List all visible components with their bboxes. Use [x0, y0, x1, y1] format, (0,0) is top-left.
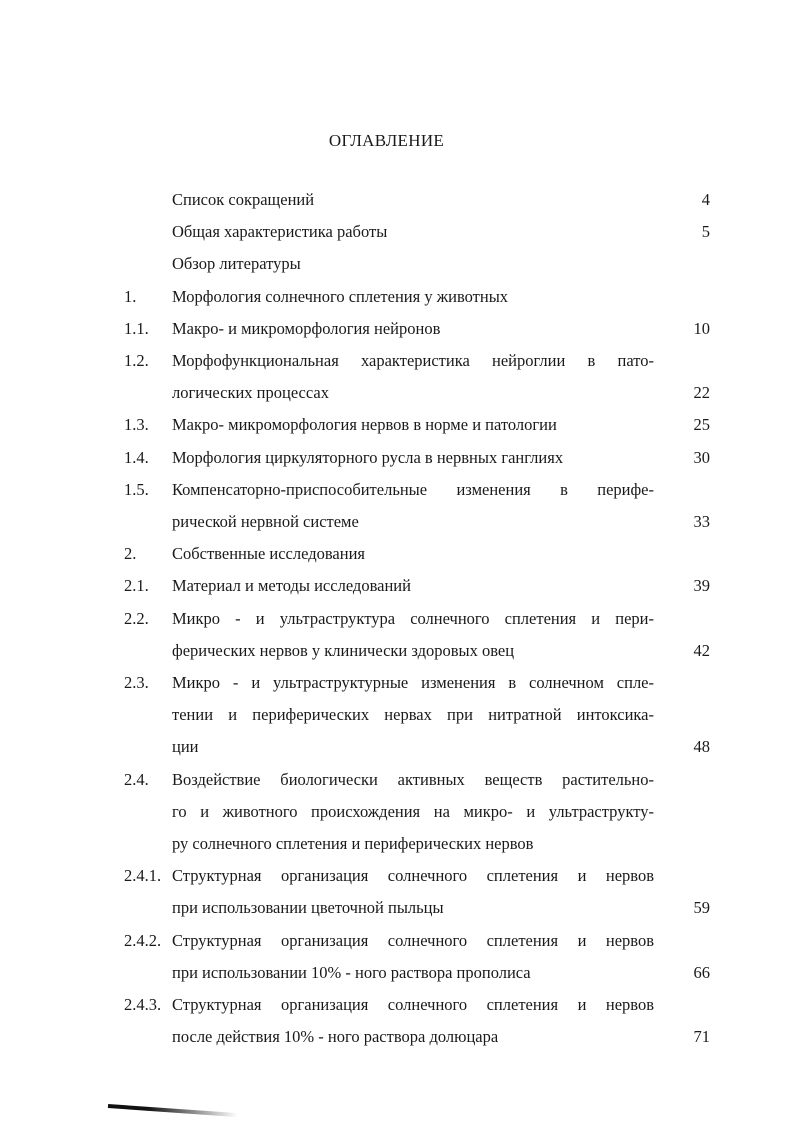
toc-entry-line: Макро- микроморфология нервов в норме и патологии: [172, 415, 557, 435]
toc-entry-title: [172, 313, 654, 345]
toc-entry-number: 1.5.: [124, 479, 149, 499]
toc-entry-title: [172, 860, 654, 924]
toc-entry-line: Микро - и ультраструктура солнечного сплетения и пери-: [172, 608, 654, 628]
toc-entry-number: [124, 184, 172, 216]
toc-entry-number: 2.1.: [124, 576, 149, 596]
toc-entry-page: 4: [701, 190, 710, 209]
toc-entry-title: [172, 925, 654, 989]
toc-entry-line: го и животного происхождения на микро- и ультраструкту-: [172, 801, 654, 821]
toc-entry: [124, 570, 718, 602]
toc-entry-number: [124, 248, 172, 280]
toc-entry-title: [172, 442, 654, 474]
toc-entry-line: Морфология солнечного сплетения у животных: [172, 286, 509, 306]
toc-entry-line: Воздействие биологически активных веществ растительно-: [172, 769, 654, 789]
toc-entry-title: [172, 345, 654, 409]
toc-entry: [124, 216, 718, 248]
toc-entry-number: 1.: [124, 286, 137, 306]
toc-entry: [124, 313, 718, 345]
toc-entry: [124, 281, 718, 313]
toc-entry-number: 1.2.: [124, 351, 149, 371]
toc-entry-title: [172, 989, 654, 1053]
toc-entry-title: [172, 216, 654, 248]
toc-entry-page: 30: [693, 447, 710, 467]
toc-entry-title: [172, 281, 654, 313]
toc-entry-line: Обзор литературы: [172, 254, 301, 274]
toc-entry-page: 25: [693, 415, 710, 435]
toc-entry-line: Морфология циркуляторного русла в нервных ганглиях: [172, 447, 564, 467]
toc-entry: [124, 184, 718, 216]
toc-entry-number: 2.2.: [124, 608, 149, 628]
toc-entry: [124, 989, 718, 1053]
toc-entry-page: 66: [693, 962, 710, 982]
toc-entry-page: 22: [693, 383, 710, 403]
toc-entry: [124, 603, 718, 667]
toc-entry-line: рической нервной системе: [172, 512, 359, 532]
toc-entry-title: [172, 474, 654, 538]
toc-entry-number: 2.3.: [124, 673, 149, 693]
toc-entry: [124, 409, 718, 441]
scan-edge-mark: [108, 1104, 238, 1117]
toc-entry-title: [172, 184, 654, 216]
toc-entry-title: [172, 538, 654, 570]
toc-entry-page: 48: [693, 737, 710, 757]
toc-entry-page: 39: [693, 576, 710, 596]
toc-entry-title: [172, 603, 654, 667]
toc-entry-line: тении и периферических нервах при нитратной интоксика-: [172, 705, 654, 725]
toc-entry: [124, 925, 718, 989]
toc-entry: [124, 764, 718, 861]
toc-entry-line: Компенсаторно-приспособительные изменения в перифе-: [172, 479, 654, 499]
toc-entry-title: [172, 667, 654, 764]
toc-entry-number: 2.: [124, 544, 137, 564]
toc-entry: [124, 667, 718, 764]
toc-entry: [124, 248, 718, 280]
toc-entry-line: ру солнечного сплетения и периферических нервов: [172, 834, 534, 854]
toc-entry-line: ферических нервов у клинически здоровых овец: [172, 640, 515, 660]
toc-entry-line: Собственные исследования: [172, 544, 366, 564]
toc-entry-line: Общая характеристика работы: [172, 222, 388, 242]
toc-entry-line: ции: [172, 737, 199, 757]
toc-entry-title: [172, 248, 654, 280]
toc-entry-number: 2.4.1.: [124, 866, 162, 886]
toc-entry-line: при использовании цветочной пыльцы: [172, 898, 444, 918]
toc-entry-line: Микро - и ультраструктурные изменения в солнечном спле-: [172, 673, 654, 693]
toc-entry: [124, 442, 718, 474]
toc-entry-page: 5: [701, 222, 710, 242]
toc-entry-line: Макро- и микроморфология нейронов: [172, 318, 441, 338]
toc-entry-title: [172, 570, 654, 602]
toc-entry: [124, 538, 718, 570]
toc-entry-page: 42: [693, 640, 710, 660]
toc-entry-number: 2.4.: [124, 769, 149, 789]
page-title-text: ОГЛАВЛЕНИЕ: [328, 131, 445, 150]
toc-entry-line: Морфофункциональная характеристика нейроглии в пато-: [172, 351, 654, 371]
toc-entry-title: [172, 409, 654, 441]
toc-entry-line: Структурная организация солнечного сплетения и нервов: [172, 995, 654, 1015]
toc-entry-number: [124, 216, 172, 248]
toc-entry-line: Структурная организация солнечного сплетения и нервов: [172, 866, 654, 886]
toc-entry-line: Материал и методы исследований: [172, 576, 411, 596]
toc-entry: [124, 860, 718, 924]
toc-entry-title: [172, 764, 654, 861]
page-title: [0, 131, 793, 151]
toc-entry: [124, 474, 718, 538]
toc-entry-line: Структурная организация солнечного сплетения и нервов: [172, 930, 654, 950]
toc-entry-line: логических процессах: [172, 383, 329, 403]
toc-entry-number: 2.4.3.: [124, 995, 162, 1015]
toc-entry-page: 71: [693, 1027, 710, 1047]
toc-entry-line: после действия 10% - ного раствора долюцара: [172, 1027, 499, 1047]
toc-entry-page: 10: [693, 318, 710, 338]
toc-entry-number: 1.3.: [124, 415, 149, 435]
toc-entry-line: Список сокращений: [172, 190, 315, 209]
toc-entry-number: 1.4.: [124, 447, 149, 467]
toc-entry-number: 2.4.2.: [124, 930, 162, 950]
toc-entry-page: 33: [693, 512, 710, 532]
table-of-contents: [124, 184, 718, 1053]
toc-entry-page: 59: [693, 898, 710, 918]
toc-entry-number: 1.1.: [124, 318, 149, 338]
toc-entry: [124, 345, 718, 409]
toc-entry-line: при использовании 10% - ного раствора прополиса: [172, 962, 531, 982]
